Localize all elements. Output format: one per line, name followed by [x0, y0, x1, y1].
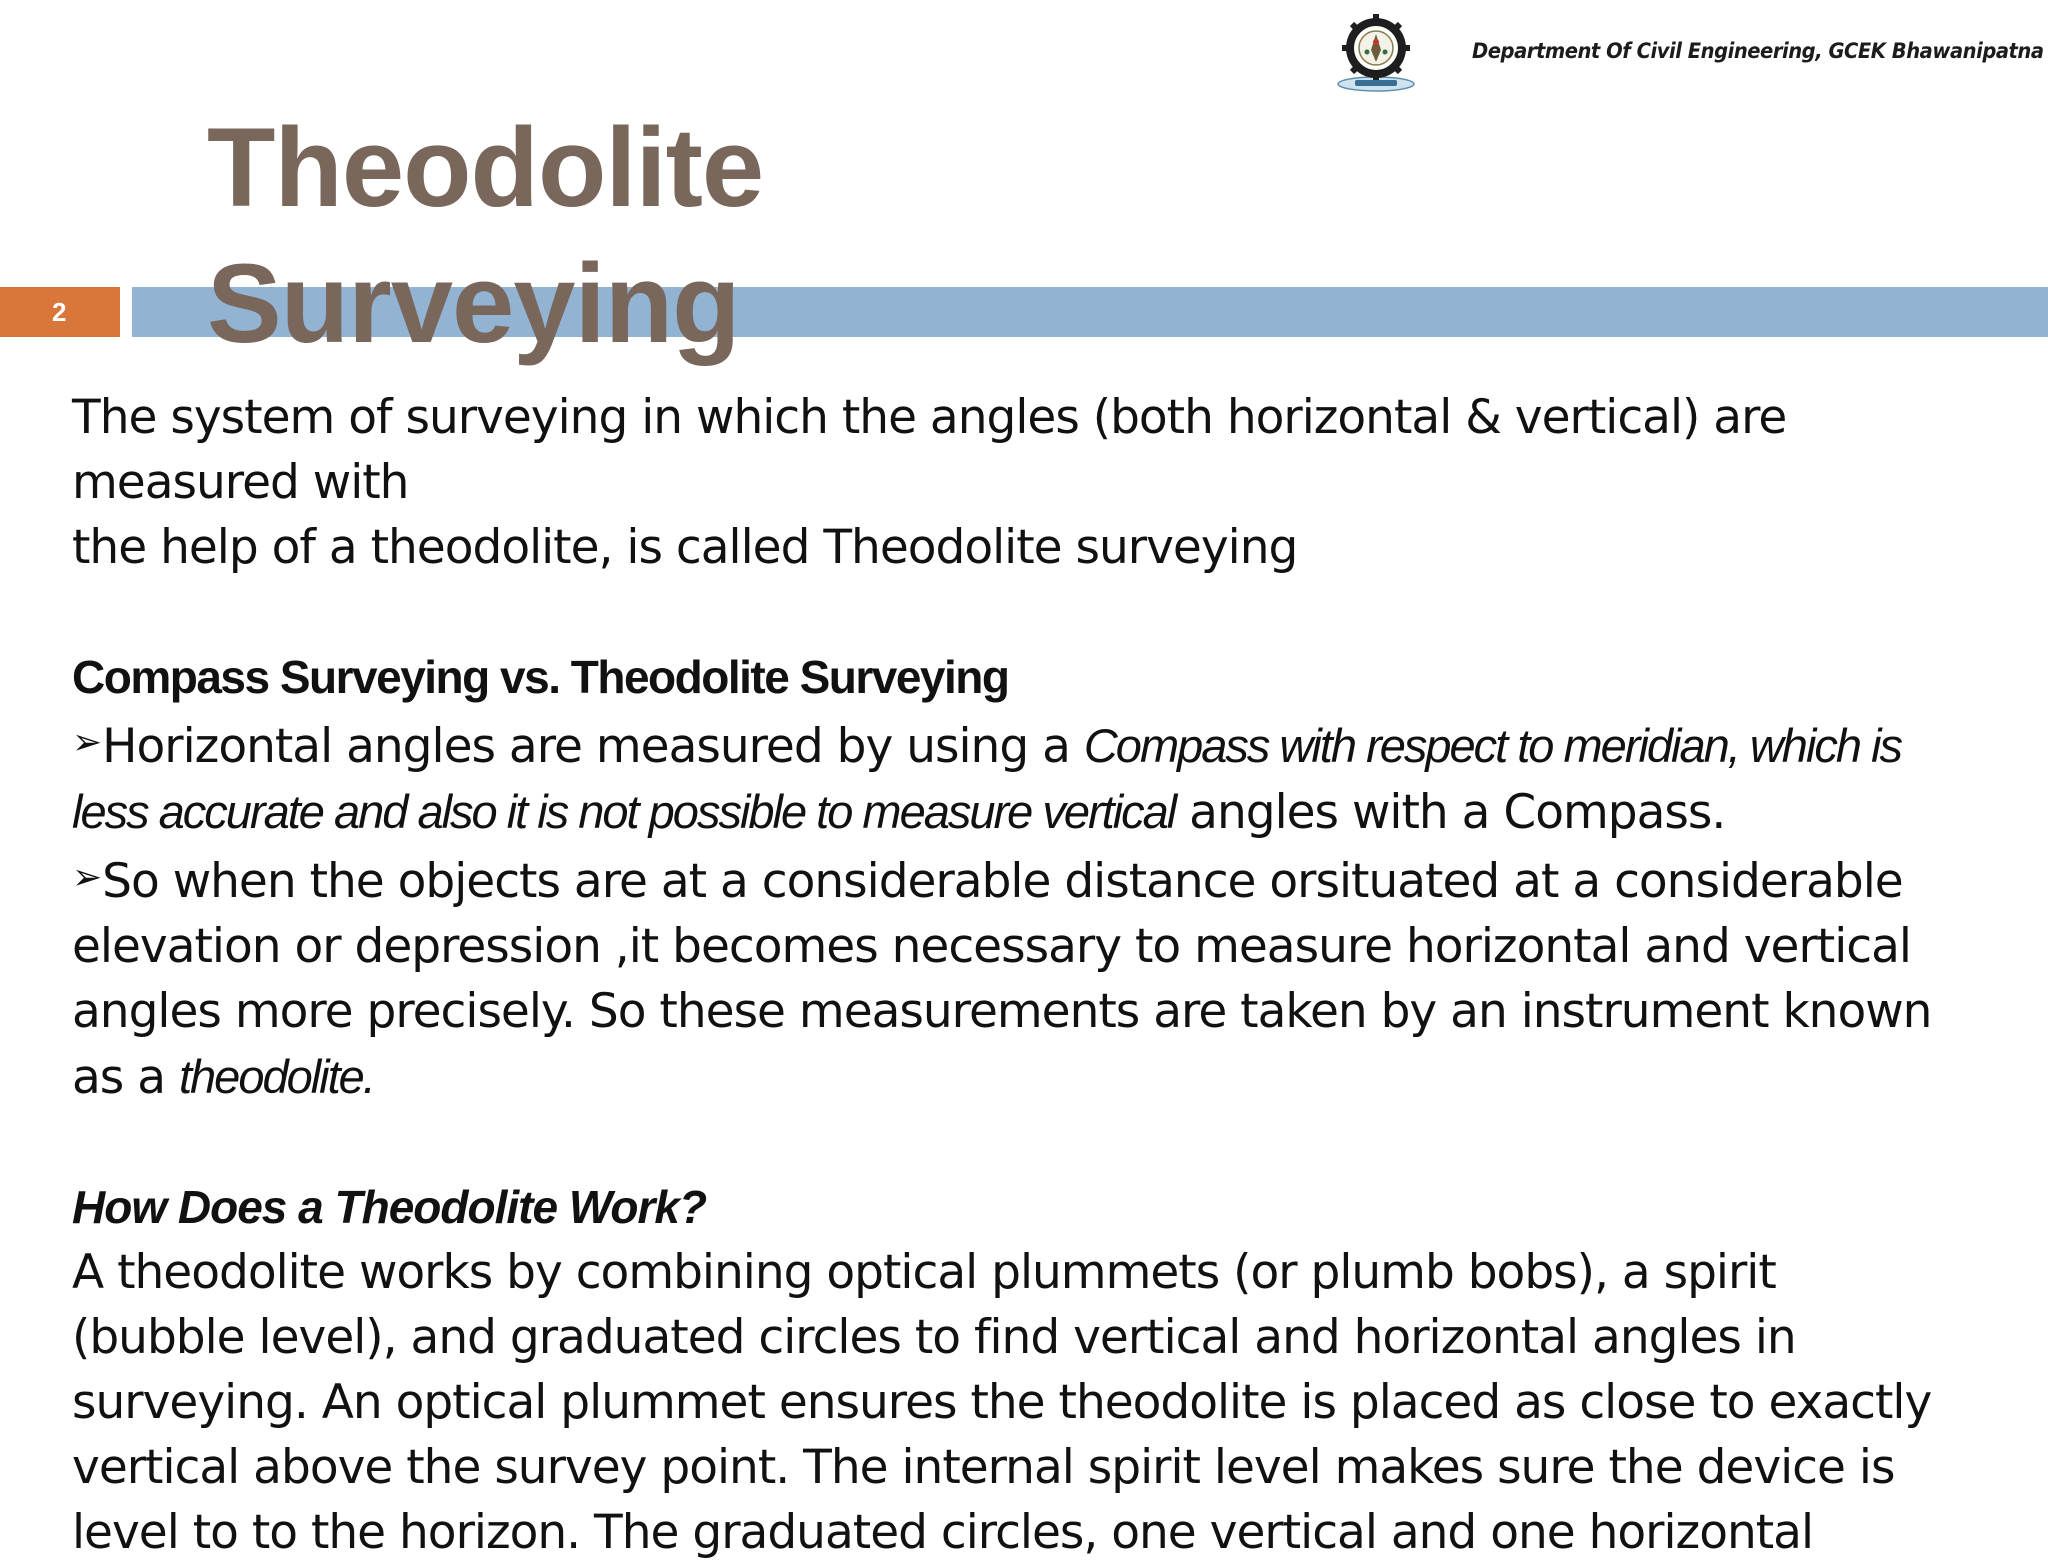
intro-line-1: The system of surveying in which the angles (both horizontal & vertical) are	[72, 390, 1787, 445]
bullet-2-italic-term: theodolite.	[178, 1050, 374, 1103]
slide-number: 2	[0, 287, 120, 337]
bullet-2-line-4	[72, 1044, 2022, 1110]
bullet-2-line-1	[72, 845, 2022, 914]
intro-line-2: measured with	[72, 455, 409, 510]
bullet-2-end-text: as a	[72, 1050, 179, 1105]
slide-title	[207, 100, 763, 372]
bullet-1-line-1	[72, 710, 2022, 779]
how-line-4: vertical above the survey point. The internal spirit level makes sure the device is	[72, 1440, 1895, 1495]
bullet-1-line-2	[72, 779, 2022, 845]
bullet-2-text: So when the objects are at a considerable distance orsituated at a considerable	[102, 854, 1903, 909]
how-line-2: (bubble level), and graduated circles to find vertical and horizontal angles in	[72, 1310, 1796, 1365]
bullet-1-text: Horizontal angles are measured by using a	[102, 719, 1084, 774]
how-heading: How Does a Theodolite Work?	[72, 1181, 707, 1233]
header	[1329, 10, 2044, 94]
slide-title-line-2: Surveying	[207, 241, 740, 366]
how-line-5: level to to the horizon. The graduated circles, one vertical and one horizontal	[72, 1505, 1814, 1560]
slide-body	[72, 385, 2022, 1565]
how-line-3: surveying. An optical plummet ensures the theodolite is placed as close to exactly	[72, 1375, 1932, 1430]
comparison-heading: Compass Surveying vs. Theodolite Surveying	[72, 651, 1009, 703]
bullet-1-italic-text: Compass with respect to meridian, which is	[1083, 719, 1902, 772]
bullet-1-end-text: angles with a Compass.	[1175, 785, 1726, 840]
arrow-bullet-icon: ➢	[72, 857, 103, 898]
bullet-2-line-3: angles more precisely. So these measurements are taken by an instrument known	[72, 984, 1932, 1039]
arrow-bullet-icon: ➢	[72, 722, 103, 763]
spacer	[72, 580, 2022, 645]
intro-line-3: the help of a theodolite, is called Theodolite surveying	[72, 520, 1298, 575]
bullet-2-line-2: elevation or depression ,it becomes necessary to measure horizontal and vertical	[72, 919, 1911, 974]
department-label: Department Of Civil Engineering, GCEK Bhawanipatna	[1472, 39, 2044, 63]
college-emblem-icon	[1329, 10, 1423, 94]
how-line-1: A theodolite works by combining optical plummets (or plumb bobs), a spirit	[72, 1245, 1776, 1300]
bullet-1-italic-continuation: less accurate and also it is not possible to measure vertical	[72, 785, 1176, 838]
spacer	[72, 1110, 2022, 1175]
slide-title-line-1: Theodolite	[207, 105, 764, 230]
